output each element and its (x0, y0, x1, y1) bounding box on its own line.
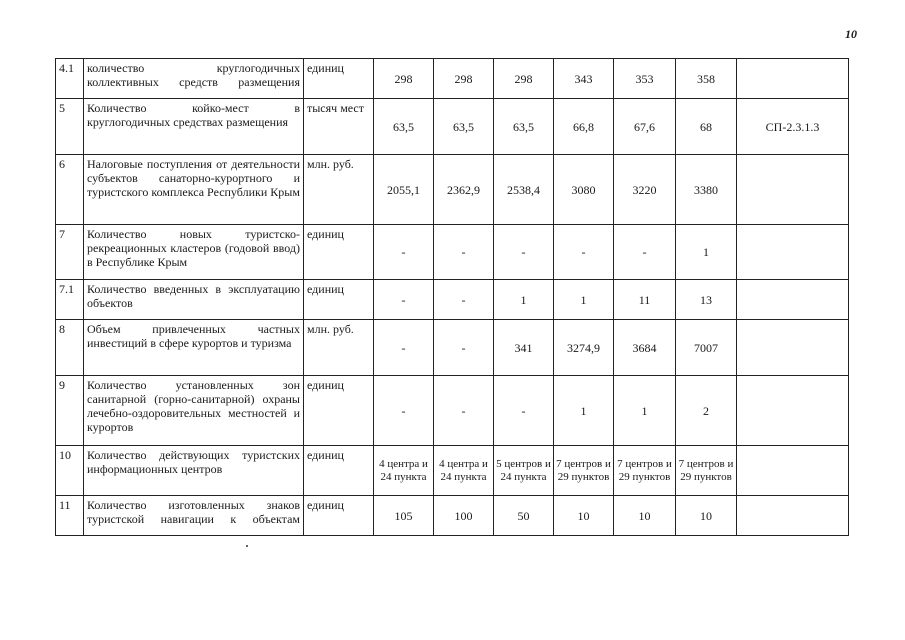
unit-cell: единиц (304, 225, 374, 280)
note-cell (737, 446, 849, 496)
note-cell (737, 225, 849, 280)
unit-cell: единиц (304, 59, 374, 99)
value-cell: 105 (374, 496, 434, 536)
indicator-name: Количество новых туристско-рекреационных кластеров (годовой ввод) в Республике Крым (84, 225, 304, 280)
stray-dot (246, 545, 248, 547)
row-number: 5 (56, 99, 84, 155)
table-row (56, 376, 849, 446)
value-cell: 1 (676, 225, 737, 280)
value-cell: 10 (676, 496, 737, 536)
value-cell: - (494, 376, 554, 446)
indicator-name: Объем привлеченных частных инвестиций в сфере курортов и туризма (84, 320, 304, 376)
value-cell: 7 центров и 29 пунктов (614, 446, 676, 496)
value-cell: 66,8 (554, 99, 614, 155)
value-cell: 7007 (676, 320, 737, 376)
value-cell: 2055,1 (374, 155, 434, 225)
row-number: 7.1 (56, 280, 84, 320)
indicator-name: Количество введенных в эксплуатацию объектов (84, 280, 304, 320)
unit-cell: млн. руб. (304, 155, 374, 225)
value-cell: 50 (494, 496, 554, 536)
unit-cell: единиц (304, 280, 374, 320)
table-row (56, 59, 849, 99)
row-number: 4.1 (56, 59, 84, 99)
value-cell: 1 (554, 376, 614, 446)
table-row (56, 155, 849, 225)
unit-cell: единиц (304, 376, 374, 446)
value-cell: 4 центра и 24 пункта (434, 446, 494, 496)
value-cell: - (374, 376, 434, 446)
value-cell: 67,6 (614, 99, 676, 155)
unit-cell: млн. руб. (304, 320, 374, 376)
row-number: 8 (56, 320, 84, 376)
value-cell: 358 (676, 59, 737, 99)
value-cell: - (494, 225, 554, 280)
value-cell: 1 (614, 376, 676, 446)
table-row (56, 225, 849, 280)
value-cell: - (434, 280, 494, 320)
table-row (56, 99, 849, 155)
value-cell: 3220 (614, 155, 676, 225)
table-row (56, 496, 849, 536)
row-number: 11 (56, 496, 84, 536)
value-cell: 343 (554, 59, 614, 99)
value-cell: 353 (614, 59, 676, 99)
note-cell (737, 376, 849, 446)
value-cell: 3380 (676, 155, 737, 225)
value-cell: - (434, 376, 494, 446)
value-cell: 68 (676, 99, 737, 155)
value-cell: 298 (374, 59, 434, 99)
value-cell: 13 (676, 280, 737, 320)
value-cell: - (554, 225, 614, 280)
row-number: 9 (56, 376, 84, 446)
unit-cell: тысяч мест (304, 99, 374, 155)
page-number: 10 (845, 27, 857, 41)
unit-cell: единиц (304, 496, 374, 536)
value-cell: 5 центров и 24 пункта (494, 446, 554, 496)
note-cell: СП-2.3.1.3 (737, 99, 849, 155)
table-row (56, 320, 849, 376)
indicator-name: Количество койко-мест в круглогодичных средствах размещения (84, 99, 304, 155)
indicator-name: Количество установленных зон санитарной (горно-санитарной) охраны лечебно-оздоровительных местностей и курортов (84, 376, 304, 446)
value-cell: 298 (434, 59, 494, 99)
row-number: 7 (56, 225, 84, 280)
value-cell: 63,5 (494, 99, 554, 155)
value-cell: - (614, 225, 676, 280)
value-cell: 2538,4 (494, 155, 554, 225)
value-cell: 3274,9 (554, 320, 614, 376)
table-row (56, 280, 849, 320)
value-cell: 100 (434, 496, 494, 536)
note-cell (737, 59, 849, 99)
value-cell: 341 (494, 320, 554, 376)
unit-cell: единиц (304, 446, 374, 496)
row-number: 6 (56, 155, 84, 225)
value-cell: 11 (614, 280, 676, 320)
value-cell: 3080 (554, 155, 614, 225)
note-cell (737, 155, 849, 225)
value-cell: 10 (614, 496, 676, 536)
value-cell: - (374, 280, 434, 320)
indicator-name: Налоговые поступления от деятельности субъектов санаторно-курортного и туристского комплекса Республики Крым (84, 155, 304, 225)
value-cell: 2362,9 (434, 155, 494, 225)
value-cell: 63,5 (434, 99, 494, 155)
table-row (56, 446, 849, 496)
note-cell (737, 280, 849, 320)
value-cell: 4 центра и 24 пункта (374, 446, 434, 496)
value-cell: 298 (494, 59, 554, 99)
value-cell: - (434, 320, 494, 376)
row-number: 10 (56, 446, 84, 496)
value-cell: - (374, 225, 434, 280)
indicator-name: Количество действующих туристских информационных центров (84, 446, 304, 496)
note-cell (737, 496, 849, 536)
value-cell: 1 (494, 280, 554, 320)
value-cell: - (374, 320, 434, 376)
indicators-table-body (56, 59, 849, 536)
value-cell: - (434, 225, 494, 280)
value-cell: 7 центров и 29 пунктов (676, 446, 737, 496)
indicator-name: количество круглогодичных коллективных средств размещения (84, 59, 304, 99)
value-cell: 10 (554, 496, 614, 536)
note-cell (737, 320, 849, 376)
value-cell: 1 (554, 280, 614, 320)
indicator-name: Количество изготовленных знаков туристской навигации к объектам (84, 496, 304, 536)
indicators-table (55, 58, 849, 536)
value-cell: 3684 (614, 320, 676, 376)
value-cell: 63,5 (374, 99, 434, 155)
value-cell: 2 (676, 376, 737, 446)
value-cell: 7 центров и 29 пунктов (554, 446, 614, 496)
